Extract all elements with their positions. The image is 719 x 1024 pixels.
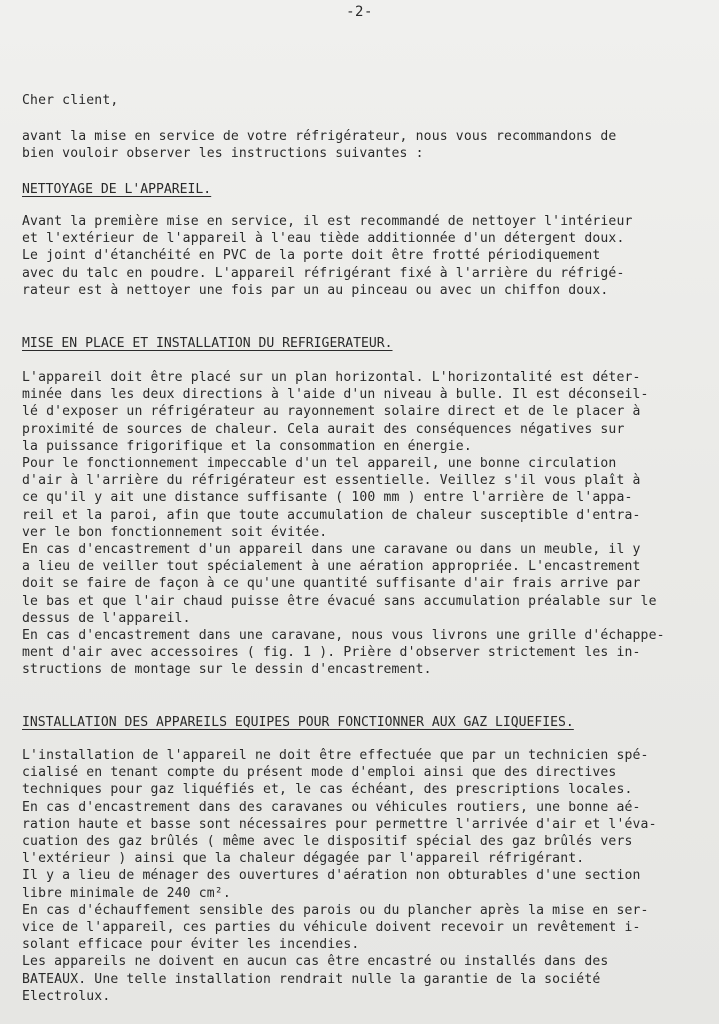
section-cleaning-body (22, 213, 633, 299)
greeting-block (22, 92, 118, 109)
body-line: doit se faire de façon à ce qu'une quantité suffisante d'air frais arrive par (22, 576, 641, 592)
body-line: avec du talc en poudre. L'appareil réfrigérant fixé à l'arrière du réfrigé- (22, 265, 625, 281)
body-line: ration haute et basse sont nécessaires pour permettre l'arrivée d'air et l'éva- (22, 816, 657, 832)
body-line: Il y a lieu de ménager des ouvertures d'aération non obturables d'une section (22, 868, 641, 884)
section-heading: INSTALLATION DES APPAREILS EQUIPES POUR FONCTIONNER AUX GAZ LIQUEFIES. (22, 715, 574, 730)
section-gas-body (22, 747, 657, 1005)
body-line: proximité de sources de chaleur. Cela aurait des conséquences négatives sur (22, 421, 625, 437)
body-line: En cas d'encastrement d'un appareil dans une caravane ou dans un meuble, il y (22, 542, 641, 558)
body-line: la puissance frigorifique et la consommation en énergie. (22, 438, 472, 454)
section-installation-body (22, 369, 665, 679)
body-line: d'air à l'arrière du réfrigérateur est essentielle. Veillez s'il vous plaît à (22, 473, 641, 489)
body-line: BATEAUX. Une telle installation rendrait nulle la garantie de la société (22, 971, 601, 987)
section-installation (22, 332, 393, 352)
body-line: vice de l'appareil, ces parties du véhicule doivent recevoir un revêtement i- (22, 920, 641, 936)
body-line: a lieu de veiller tout spécialement à une aération appropriée. L'encastrement (22, 559, 641, 575)
body-line: cialisé en tenant compte du présent mode d'emploi ainsi que des directives (22, 765, 617, 781)
greeting: Cher client, (22, 93, 119, 108)
intro-line: bien vouloir observer les instructions suivantes : (22, 146, 424, 162)
body-line: techniques pour gaz liquéfiés et, le cas échéant, des prescriptions locales. (22, 782, 633, 798)
body-line: libre minimale de 240 cm². (22, 885, 231, 901)
body-line: structions de montage sur le dessin d'encastrement. (22, 662, 432, 678)
body-line: En cas d'échauffement sensible des parois ou du plancher après la mise en ser- (22, 902, 649, 918)
body-line: minée dans les deux directions à l'aide d'un niveau à bulle. Il est déconseil- (22, 387, 649, 403)
section-gas (22, 711, 574, 731)
body-line: reil et la paroi, afin que toute accumulation de chaleur susceptible d'entra- (22, 507, 641, 523)
body-line: ment d'air avec accessoires ( fig. 1 ). Prière d'observer strictement les in- (22, 645, 641, 661)
body-line: dessus de l'appareil. (22, 610, 191, 626)
body-line: Electrolux. (22, 988, 111, 1004)
section-heading: MISE EN PLACE ET INSTALLATION DU REFRIGERATEUR. (22, 336, 393, 351)
body-line: L'installation de l'appareil ne doit être effectuée que par un technicien spé- (22, 748, 649, 763)
body-line: Avant la première mise en service, il est recommandé de nettoyer l'intérieur (22, 214, 633, 229)
body-line: En cas d'encastrement dans une caravane, nous vous livrons une grille d'échappe- (22, 628, 665, 644)
body-line: ver le bon fonctionnement soit évitée. (22, 524, 328, 540)
body-line: l'extérieur ) ainsi que la chaleur dégagée par l'appareil réfrigérant. (22, 851, 585, 867)
body-line: Les appareils ne doivent en aucun cas être encastré ou installés dans des (22, 954, 609, 970)
body-line: Pour le fonctionnement impeccable d'un tel appareil, une bonne circulation (22, 456, 617, 472)
section-cleaning (22, 178, 211, 198)
page-number: -2- (346, 4, 373, 20)
body-line: lé d'exposer un réfrigérateur au rayonnement solaire direct et de le placer à (22, 404, 641, 420)
body-line: L'appareil doit être placé sur un plan horizontal. L'horizontalité est déter- (22, 370, 641, 385)
body-line: solant efficace pour éviter les incendies. (22, 937, 360, 953)
section-heading: NETTOYAGE DE L'APPAREIL. (22, 182, 212, 197)
intro-line: avant la mise en service de votre réfrigérateur, nous vous recommandons de (22, 129, 617, 144)
body-line: cuation des gaz brûlés ( même avec le dispositif spécial des gaz brûlés vers (22, 834, 633, 850)
body-line: et l'extérieur de l'appareil à l'eau tiède additionnée d'un détergent doux. (22, 231, 625, 247)
body-line: ce qu'il y ait une distance suffisante ( 100 mm ) entre l'arrière de l'appa- (22, 490, 633, 506)
intro-paragraph (22, 128, 616, 162)
body-line: Le joint d'étanchéité en PVC de la porte doit être frotté périodiquement (22, 248, 601, 264)
body-line: En cas d'encastrement dans des caravanes ou véhicules routiers, une bonne aé- (22, 799, 641, 815)
body-line: le bas et que l'air chaud puisse être évacué sans accumulation préalable sur le (22, 593, 657, 609)
body-line: rateur est à nettoyer une fois par un au pinceau ou avec un chiffon doux. (22, 282, 609, 298)
